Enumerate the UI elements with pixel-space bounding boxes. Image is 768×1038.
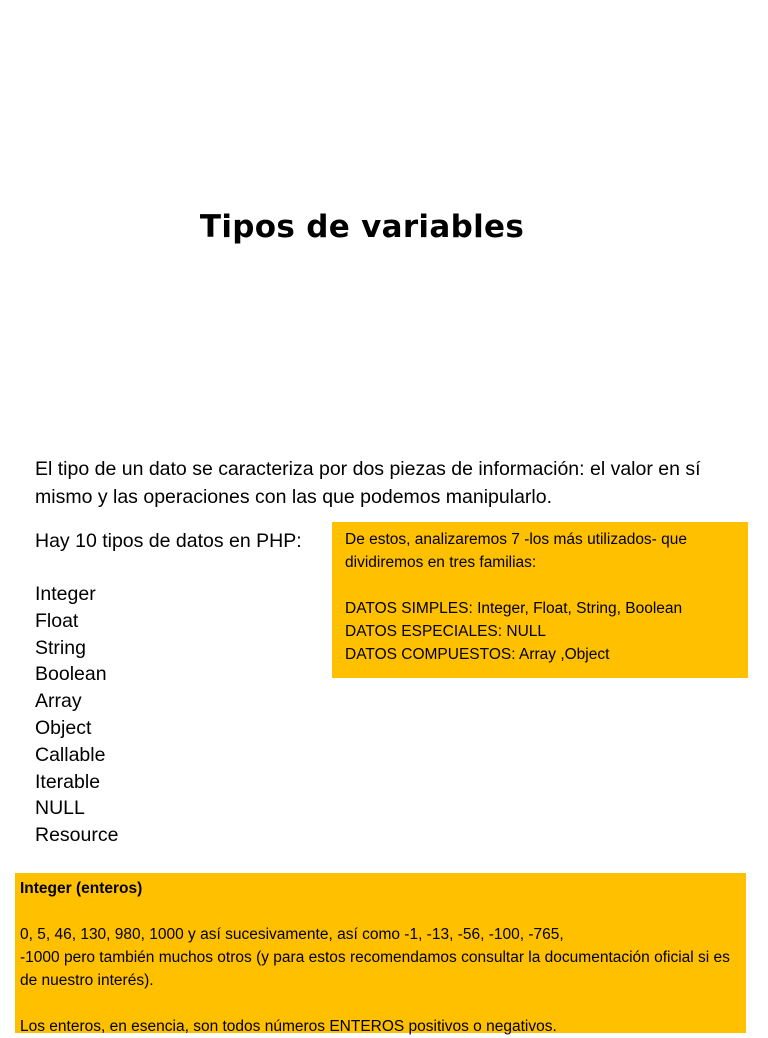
families-note-box xyxy=(332,522,748,678)
intro-paragraph: El tipo de un dato se caracteriza por dos piezas de información: el valor en sí mismo y las operaciones con las que podemos manipularlo. xyxy=(35,458,701,508)
list-item: Integer xyxy=(35,583,96,605)
spacer xyxy=(20,992,738,1015)
integer-more-examples: -1000 pero también muchos otros (y para estos recomendamos consultar la documentación oficial si es de nuestro interés). xyxy=(20,949,730,989)
list-item: String xyxy=(35,636,86,659)
types-heading: Hay 10 tipos de datos en PHP: xyxy=(35,530,302,552)
spacer xyxy=(20,900,738,923)
integer-info-box xyxy=(15,873,746,1033)
list-item: Resource xyxy=(35,824,119,847)
list-item: Array xyxy=(35,690,82,713)
list-item: Object xyxy=(35,716,92,739)
note-intro: De estos, analizaremos 7 -los más utilizados- que dividiremos en tres familias: xyxy=(345,531,688,571)
note-special-types: DATOS ESPECIALES: NULL xyxy=(345,623,547,640)
note-compound-types: DATOS COMPUESTOS: Array ,Object xyxy=(345,646,610,663)
list-item: Boolean xyxy=(35,663,107,686)
list-item: Iterable xyxy=(35,770,101,793)
spacer xyxy=(345,574,736,597)
types-list xyxy=(35,581,118,849)
list-item: NULL xyxy=(35,797,85,820)
integer-heading: Integer (enteros) xyxy=(20,880,143,897)
slide-title: Tipos de variables xyxy=(199,209,525,245)
list-item: Callable xyxy=(35,743,106,766)
note-simple-types: DATOS SIMPLES: Integer, Float, String, Boolean xyxy=(345,600,683,617)
integer-definition: Los enteros, en esencia, son todos números ENTEROS positivos o negativos. xyxy=(20,1018,557,1035)
list-item: Float xyxy=(35,609,79,632)
integer-examples: 0, 5, 46, 130, 980, 1000 y así sucesivamente, así como -1, -13, -56, -100, -765, xyxy=(20,926,564,943)
